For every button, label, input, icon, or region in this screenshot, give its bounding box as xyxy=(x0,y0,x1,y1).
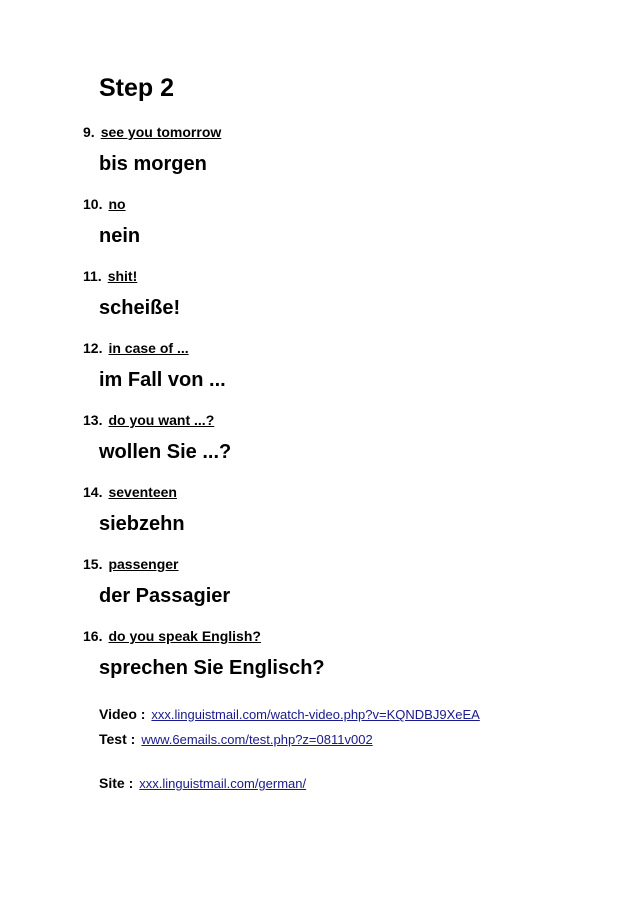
entry-header xyxy=(83,556,179,572)
entry-header xyxy=(83,628,261,644)
entry-header xyxy=(83,412,214,428)
page-title: Step 2 xyxy=(99,74,175,102)
entry-number: 16. xyxy=(83,628,103,644)
entry-number: 13. xyxy=(83,412,103,428)
entry-number: 10. xyxy=(83,196,103,212)
entry-german: bis morgen xyxy=(99,153,207,175)
entry-header xyxy=(83,484,177,500)
test-label: Test : xyxy=(99,731,136,747)
list-item xyxy=(0,550,638,622)
site-label: Site : xyxy=(99,775,134,791)
entry-german: im Fall von ... xyxy=(99,369,226,391)
entry-english-link[interactable]: passenger xyxy=(108,556,179,572)
list-item xyxy=(0,190,638,262)
entry-number: 15. xyxy=(83,556,103,572)
entry-header xyxy=(83,268,137,284)
entry-english-link[interactable]: no xyxy=(108,196,126,212)
list-item xyxy=(0,334,638,406)
entry-header xyxy=(83,340,189,356)
list-item xyxy=(0,262,638,334)
test-link-row xyxy=(99,731,373,747)
entry-english-link[interactable]: see you tomorrow xyxy=(100,124,222,140)
entry-english-link[interactable]: seventeen xyxy=(108,484,177,500)
list-item xyxy=(0,622,638,694)
entry-german: der Passagier xyxy=(99,585,231,607)
entry-german: scheiße! xyxy=(99,297,181,319)
video-link-row xyxy=(99,706,480,722)
entry-english-link[interactable]: in case of ... xyxy=(108,340,189,356)
test-link[interactable]: www.6emails.com/test.php?z=0811v002 xyxy=(141,732,373,747)
entry-german: wollen Sie ...? xyxy=(99,441,232,463)
video-link[interactable]: xxx.linguistmail.com/watch-video.php?v=KQNDBJ9XeEA xyxy=(151,707,480,722)
list-item xyxy=(0,406,638,478)
video-label: Video : xyxy=(99,706,146,722)
entry-header xyxy=(83,196,126,212)
entry-number: 14. xyxy=(83,484,103,500)
entry-number: 11. xyxy=(83,268,102,284)
list-item xyxy=(0,118,638,190)
entry-number: 9. xyxy=(83,124,95,140)
vocabulary-list xyxy=(0,118,638,694)
entry-english-link[interactable]: shit! xyxy=(107,268,138,284)
entry-english-link[interactable]: do you want ...? xyxy=(108,412,215,428)
entry-header xyxy=(83,124,221,140)
list-item xyxy=(0,478,638,550)
entry-german: siebzehn xyxy=(99,513,185,535)
entry-english-link[interactable]: do you speak English? xyxy=(108,628,261,644)
entry-german: sprechen Sie Englisch? xyxy=(99,657,325,679)
entry-german: nein xyxy=(99,225,141,247)
site-link-row xyxy=(99,775,306,791)
site-link[interactable]: xxx.linguistmail.com/german/ xyxy=(139,776,307,791)
entry-number: 12. xyxy=(83,340,103,356)
